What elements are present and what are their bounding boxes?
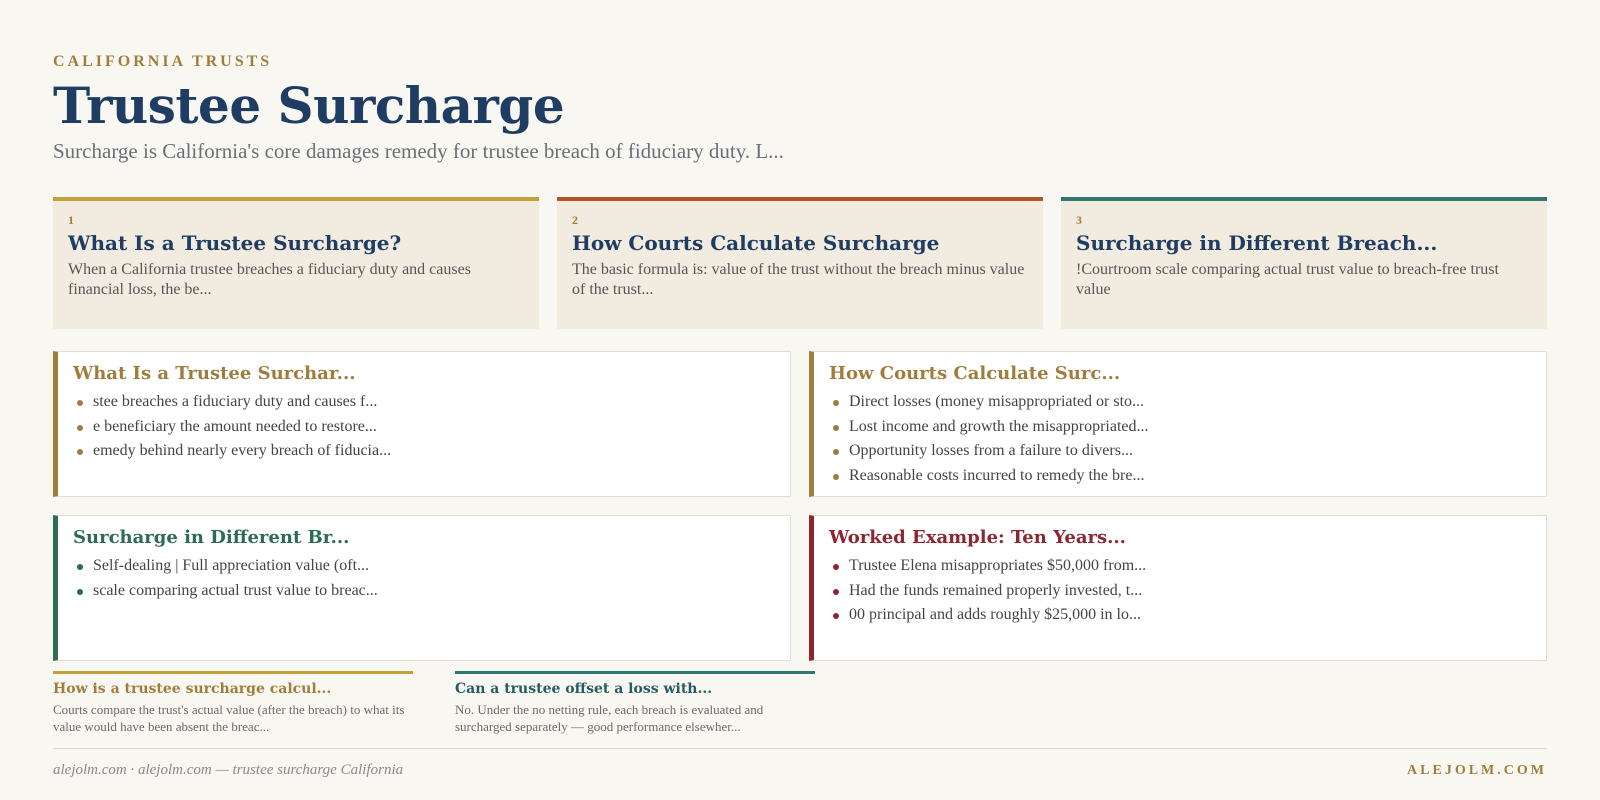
card-text: When a California trustee breaches a fiduciary duty and causes financial loss, the be...	[68, 261, 471, 298]
card-number: 2	[572, 213, 578, 227]
section-list	[73, 554, 775, 603]
section-different-breaches	[53, 515, 791, 661]
summary-card-3[interactable]	[1061, 197, 1547, 329]
section-worked-example	[809, 515, 1547, 661]
section-title: How Courts Calculate Surc...	[829, 363, 1121, 384]
list-item: Opportunity losses from a failure to divers...	[829, 439, 1531, 464]
page-title: Trustee Surcharge	[53, 76, 565, 135]
list-item: Reasonable costs incurred to remedy the bre...	[829, 464, 1531, 489]
list-item: emedy behind nearly every breach of fiducia...	[73, 439, 775, 464]
footer-brand-link[interactable]: ALEJOLM.COM	[1407, 763, 1547, 778]
summary-card-2[interactable]	[557, 197, 1043, 329]
section-title: What Is a Trustee Surchar...	[73, 363, 356, 384]
card-text: !Courtroom scale comparing actual trust value to breach-free trust value	[1076, 261, 1499, 298]
faq-item-1[interactable]	[53, 671, 413, 735]
eyebrow-label: CALIFORNIA TRUSTS	[53, 53, 273, 70]
list-item: 00 principal and adds roughly $25,000 in lo...	[829, 603, 1531, 628]
list-item: e beneficiary the amount needed to restore...	[73, 415, 775, 440]
page-subtitle: Surcharge is California's core damages remedy for trustee breach of fiduciary duty. L...	[53, 139, 784, 163]
section-title: Surcharge in Different Br...	[73, 527, 350, 548]
faq-answer: Courts compare the trust's actual value (after the breach) to what its value would have been absent the breac...	[53, 702, 405, 734]
footer-divider	[53, 748, 1547, 749]
faq-accent-bar	[53, 671, 413, 674]
card-text: The basic formula is: value of the trust without the breach minus value of the trust...	[572, 261, 1025, 298]
faq-question: Can a trustee offset a loss with...	[455, 681, 713, 697]
list-item: Had the funds remained properly invested, t...	[829, 579, 1531, 604]
card-title: How Courts Calculate Surcharge	[572, 231, 940, 255]
faq-answer: No. Under the no netting rule, each breach is evaluated and surcharged separately — good performance elsewher...	[455, 702, 764, 734]
section-list	[829, 390, 1531, 488]
section-how-courts-calculate	[809, 351, 1547, 497]
list-item: Self-dealing | Full appreciation value (oft...	[73, 554, 775, 579]
card-title: What Is a Trustee Surcharge?	[68, 231, 402, 255]
summary-cards	[53, 197, 1547, 329]
footer-source: alejolm.com · alejolm.com — trustee surcharge California	[53, 762, 404, 778]
list-item: stee breaches a fiduciary duty and causes f...	[73, 390, 775, 415]
faq-question: How is a trustee surcharge calcul...	[53, 681, 332, 697]
list-item: Direct losses (money misappropriated or sto...	[829, 390, 1531, 415]
section-what-is-surcharge	[53, 351, 791, 497]
card-number: 1	[68, 213, 74, 227]
card-number: 3	[1076, 213, 1082, 227]
summary-card-1[interactable]	[53, 197, 539, 329]
page	[53, 0, 1547, 800]
list-item: Trustee Elena misappropriates $50,000 from...	[829, 554, 1531, 579]
section-list	[829, 554, 1531, 628]
faq-item-2[interactable]	[455, 671, 815, 735]
list-item: Lost income and growth the misappropriated...	[829, 415, 1531, 440]
section-list	[73, 390, 775, 464]
section-title: Worked Example: Ten Years...	[829, 527, 1126, 548]
card-title: Surcharge in Different Breach...	[1076, 231, 1438, 255]
list-item: scale comparing actual trust value to breac...	[73, 579, 775, 604]
faq-accent-bar	[455, 671, 815, 674]
